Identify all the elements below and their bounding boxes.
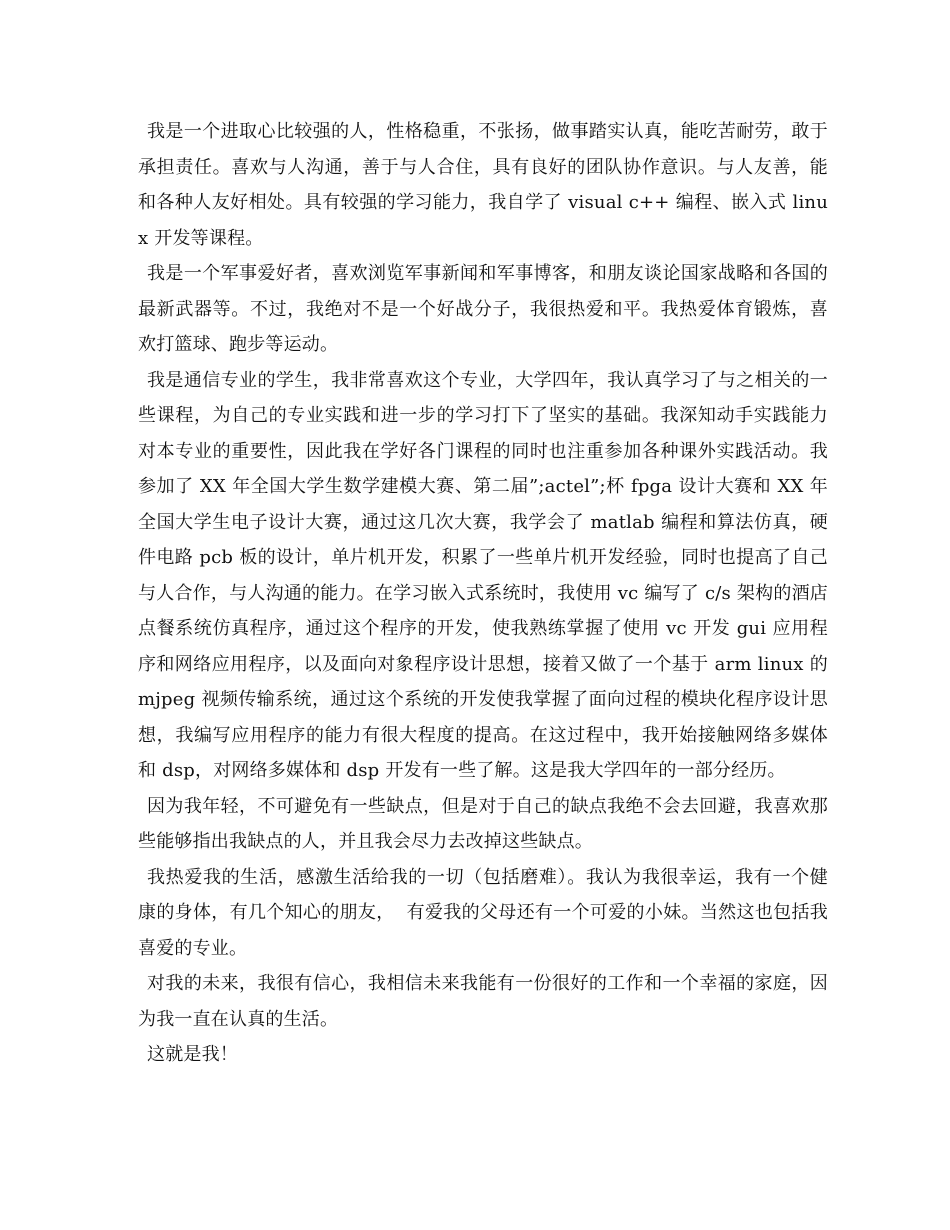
- document-body: [138, 114, 834, 1073]
- paragraph-closing: 这就是我！: [147, 1044, 238, 1065]
- paragraph-shortcomings: 因为我年轻，不可避免有一些缺点，但是对于自己的缺点我绝不会去回避，我喜欢那些能够指出我缺点的人，并且我会尽力去改掉这些缺点。: [138, 795, 828, 852]
- paragraph-future: 对我的未来，我很有信心，我相信未来我能有一份很好的工作和一个幸福的家庭，因为我一直在认真的生活。: [138, 973, 828, 1030]
- paragraph-personality: 我是一个进取心比较强的人，性格稳重，不张扬，做事踏实认真，能吃苦耐劳，敢于承担责任。喜欢与人沟通，善于与人合住，具有良好的团队协作意识。与人友善，能和各种人友好相处。具有较强的学习能力，我自学了 visual c++ 编程、嵌入式 linux 开发等课程。: [138, 121, 828, 249]
- paragraph-life: 我热爱我的生活，感激生活给我的一切（包括磨难）。我认为我很幸运，我有一个健康的身体，有几个知心的朋友， 有爱我的父母还有一个可爱的小妹。当然这也包括我喜爱的专业。: [138, 866, 828, 959]
- paragraph-hobbies: 我是一个军事爱好者，喜欢浏览军事新闻和军事博客，和朋友谈论国家战略和各国的最新武器等。不过，我绝对不是一个好战分子，我很热爱和平。我热爱体育锻炼，喜欢打篮球、跑步等运动。: [138, 263, 828, 355]
- paragraph-education: 我是通信专业的学生，我非常喜欢这个专业，大学四年，我认真学习了与之相关的一些课程，为自己的专业实践和进一步的学习打下了坚实的基础。我深知动手实践能力对本专业的重要性，因此我在学好各门课程的同时也注重参加各种课外实践活动。我参加了 XX 年全国大学生数学建模大赛、第二届”;actel”;杯 fpga 设计大赛和 XX 年全国大学生电子设计大赛，通过这几次大赛，我学会了 matlab 编程和算法仿真，硬件电路 pcb 板的设计，单片机开发，积累了一些单片机开发经验，同时也提高了自己与人合作，与人沟通的能力。在学习嵌入式系统时，我使用 vc 编写了 c/s 架构的酒店点餐系统仿真程序，通过这个程序的开发，使我熟练掌握了使用 vc 开发 gui 应用程序和网络应用程序，以及面向对象程序设计思想，接着又做了一个基于 arm linux 的 mjpeg 视频传输系统，通过这个系统的开发使我掌握了面向过程的模块化程序设计思想，我编写应用程序的能力有很大程度的提高。在这过程中，我开始接触网络多媒体和 dsp，对网络多媒体和 dsp 开发有一些了解。这是我大学四年的一部分经历。: [138, 369, 834, 781]
